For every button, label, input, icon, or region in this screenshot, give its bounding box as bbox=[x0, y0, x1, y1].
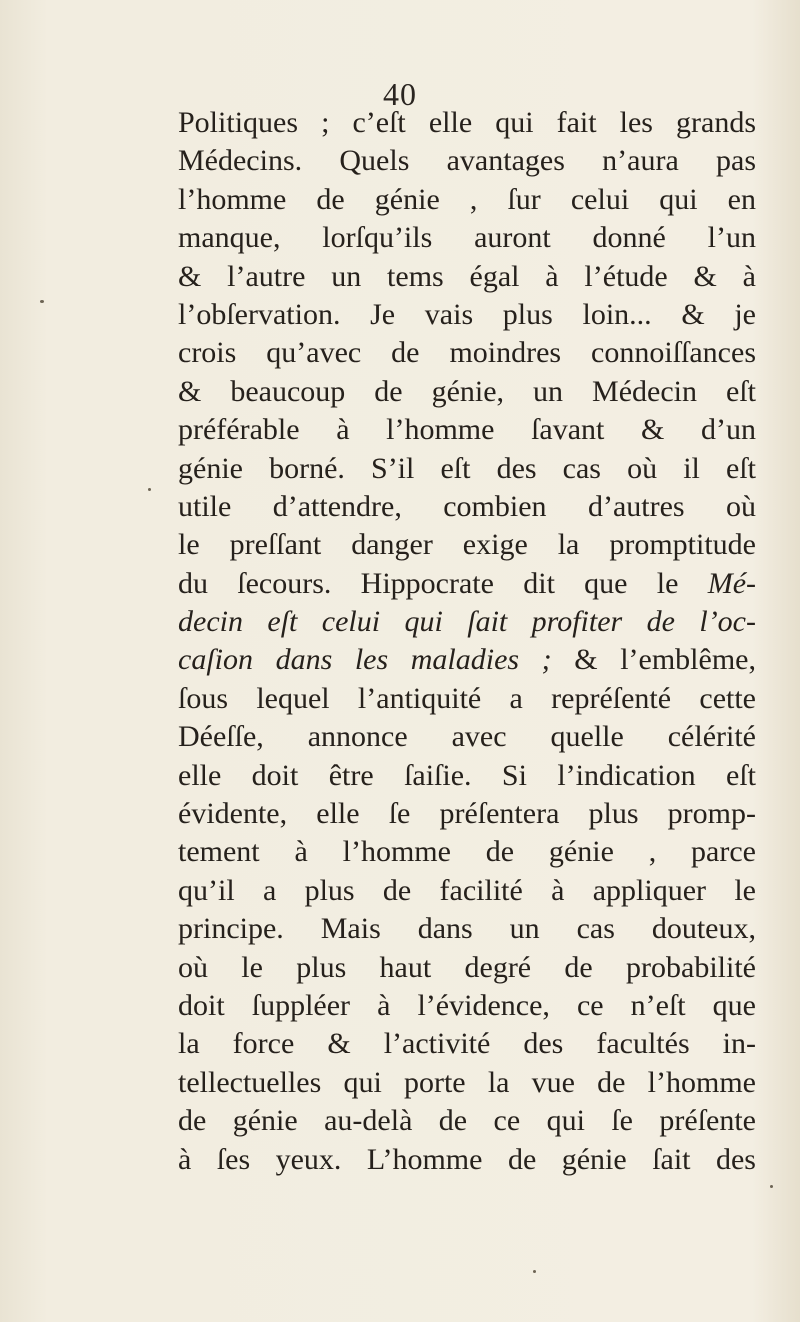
text-segment: où le plus haut degré de probabilité bbox=[178, 950, 756, 984]
text-segment: ſous lequel l’antiquité a repréſenté cette bbox=[178, 681, 756, 715]
text-segment: Politiques ; c’eſt elle qui fait les grands bbox=[178, 106, 756, 139]
text-segment: elle doit être ſaiſie. Si l’indication eſt bbox=[178, 758, 756, 792]
text-line bbox=[178, 910, 756, 948]
text-segment: le preſſant danger exige la promptitude bbox=[178, 528, 756, 562]
text-segment: principe. Mais dans un cas douteux, bbox=[178, 912, 756, 946]
text-segment: utile d’attendre, combien d’autres où bbox=[178, 489, 756, 523]
paper-speck bbox=[40, 300, 44, 303]
text-segment: & l’emblême, bbox=[574, 643, 756, 677]
text-line bbox=[178, 1025, 756, 1063]
text-segment: génie borné. S’il eſt des cas où il eſt bbox=[178, 451, 756, 485]
italic-text: decin eſt celui qui ſait profiter de l’oc- bbox=[178, 605, 756, 639]
text-line bbox=[178, 258, 756, 296]
text-segment: évidente, elle ſe préſentera plus promp- bbox=[178, 797, 756, 831]
text-line bbox=[178, 142, 756, 180]
text-line bbox=[178, 680, 756, 718]
text-line bbox=[178, 1102, 756, 1140]
text-segment: de génie au-delà de ce qui ſe préſente bbox=[178, 1104, 756, 1138]
text-line bbox=[178, 641, 756, 679]
text-line bbox=[178, 219, 756, 257]
text-line bbox=[178, 1141, 756, 1179]
text-line bbox=[178, 795, 756, 833]
text-segment: à ſes yeux. L’homme de génie ſait des bbox=[178, 1142, 756, 1176]
text-segment: l’obſervation. Je vais plus loin... & je bbox=[178, 297, 756, 331]
text-line bbox=[178, 603, 756, 641]
text-line bbox=[178, 987, 756, 1025]
text-segment: du ſecours. Hippocrate dit que le bbox=[178, 566, 708, 600]
text-segment: tement à l’homme de génie , parce bbox=[178, 835, 756, 869]
italic-text: Mé- bbox=[707, 566, 756, 600]
text-line bbox=[178, 104, 756, 142]
text-line bbox=[178, 872, 756, 910]
text-segment: & beaucoup de génie, un Médecin eſt bbox=[178, 374, 756, 408]
text-segment: doit ſuppléer à l’évidence, ce n’eſt que bbox=[178, 988, 756, 1022]
body-text bbox=[178, 104, 756, 1179]
text-segment: manque, lorſqu’ils auront donné l’un bbox=[178, 221, 756, 255]
text-segment: l’homme de génie , ſur celui qui en bbox=[178, 182, 756, 216]
paper-speck bbox=[148, 488, 151, 491]
text-line bbox=[178, 833, 756, 871]
text-line bbox=[178, 526, 756, 564]
text-line bbox=[178, 565, 756, 603]
text-segment: crois qu’avec de moindres connoiſſances bbox=[178, 336, 756, 370]
text-line bbox=[178, 718, 756, 756]
text-line bbox=[178, 181, 756, 219]
text-line bbox=[178, 488, 756, 526]
page-number: 40 bbox=[383, 76, 417, 112]
italic-text: caſion dans les maladies ; bbox=[178, 643, 575, 677]
text-line bbox=[178, 1064, 756, 1102]
text-segment: Déeſſe, annonce avec quelle célérité bbox=[178, 720, 756, 754]
text-segment: qu’il a plus de facilité à appliquer le bbox=[178, 873, 756, 907]
text-line bbox=[178, 373, 756, 411]
text-line bbox=[178, 757, 756, 795]
text-line bbox=[178, 450, 756, 488]
text-segment: la force & l’activité des facultés in- bbox=[178, 1027, 756, 1061]
paper-speck bbox=[770, 1185, 773, 1188]
text-segment: & l’autre un tems égal à l’étude & à bbox=[178, 259, 756, 293]
text-segment: Médecins. Quels avantages n’aura pas bbox=[178, 144, 756, 178]
text-line bbox=[178, 296, 756, 334]
text-line bbox=[178, 334, 756, 372]
paper-speck bbox=[533, 1270, 536, 1273]
text-segment: préférable à l’homme ſavant & d’un bbox=[178, 413, 756, 447]
text-line bbox=[178, 949, 756, 987]
text-line bbox=[178, 411, 756, 449]
text-segment: tellectuelles qui porte la vue de l’homme bbox=[178, 1065, 756, 1099]
